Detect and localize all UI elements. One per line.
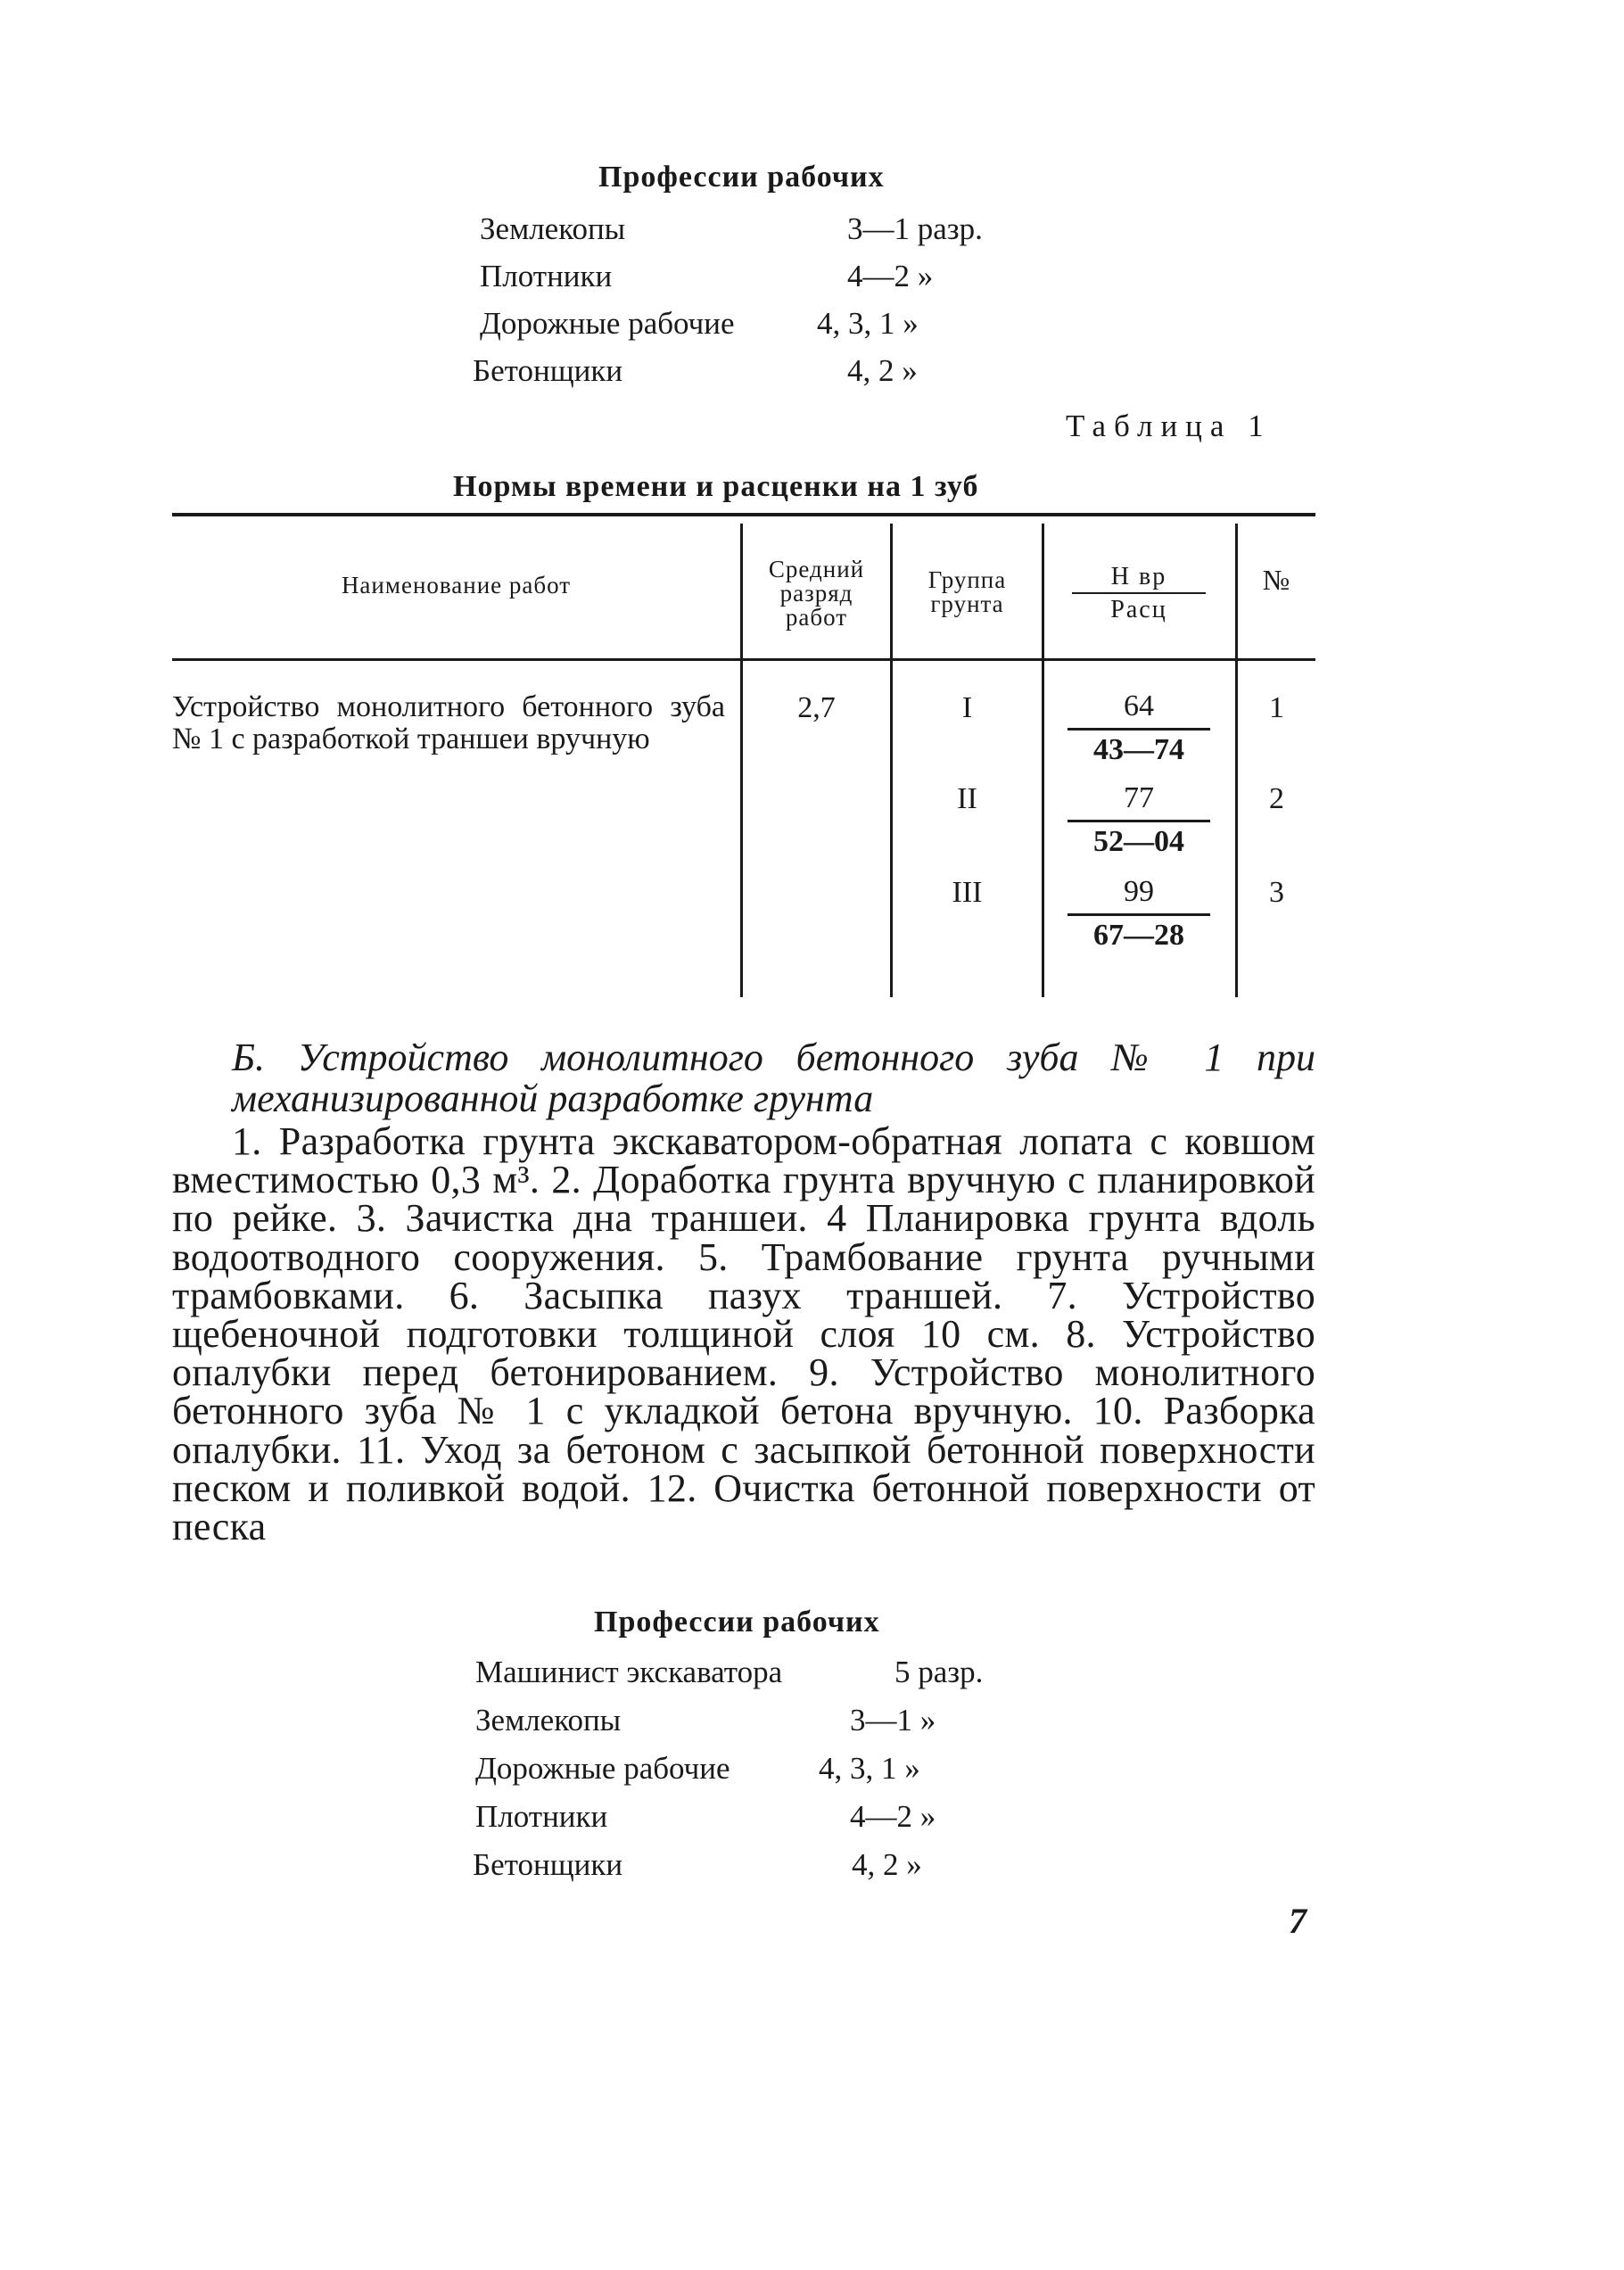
norm-rate-cell bbox=[1068, 780, 1210, 862]
section-b-title: Б. Устройство монолитного бетонного зуба № 1 при механизированной разработке грунта bbox=[232, 1036, 1315, 1120]
rate-value: 67—28 bbox=[1093, 919, 1184, 952]
worker-name: Дорожные рабочие bbox=[475, 1751, 730, 1786]
worker-grade: 4—2 » bbox=[847, 259, 934, 293]
worker-name: Бетонщики bbox=[473, 1847, 623, 1882]
header-number: № bbox=[1262, 564, 1291, 596]
worker-name: Машинист экскаватора bbox=[475, 1655, 783, 1689]
header-soil-group-line: Группа bbox=[927, 566, 1007, 593]
worker-grade: 4—2 » bbox=[850, 1799, 936, 1834]
worker-grade: 4, 3, 1 » bbox=[817, 306, 919, 341]
table-title: Нормы времени и расценки на 1 зуб bbox=[453, 470, 979, 503]
header-avg-grade-line: разряд bbox=[779, 580, 853, 607]
norm-value: 77 bbox=[1068, 780, 1210, 822]
norm-rate-cell bbox=[1068, 689, 1210, 770]
row-number-cell: 3 bbox=[1269, 876, 1284, 909]
worker-name: Плотники bbox=[475, 1799, 608, 1834]
header-norm: Н вр bbox=[1072, 562, 1206, 594]
avg-grade-cell: 2,7 bbox=[797, 691, 836, 724]
rate-value: 43—74 bbox=[1093, 733, 1184, 766]
row-number-cell: 1 bbox=[1269, 691, 1284, 724]
worker-grade: 4, 2 » bbox=[847, 353, 918, 388]
work-name-cell: Устройство монолитного бетонного зуба № 1 с разработкой траншеи вручную bbox=[172, 690, 725, 755]
header-work: Наименование работ bbox=[341, 572, 572, 598]
soil-group-cell: II bbox=[957, 782, 977, 815]
worker-name: Дорожные рабочие bbox=[480, 306, 735, 341]
norm-value: 99 bbox=[1068, 874, 1210, 916]
soil-group-cell: I bbox=[961, 691, 973, 724]
table-label: Таблица 1 bbox=[1066, 409, 1272, 443]
worker-grade: 4, 2 » bbox=[852, 1847, 922, 1882]
worker-grade: 5 разр. bbox=[894, 1655, 984, 1689]
section-b-body: 1. Разработка грунта экскаватором-обратная лопата с ковшом вместимостью 0,3 м³. 2. Доработка грунта вручную с планировкой по рейке. 3. Зачистка дна траншеи. 4 Планировка грунта вдоль водоотводного сооружения. 5. Трамбование грунта ручными трамбовками. 6. Засыпка пазух траншей. 7. Устройство щебеночной подготовки толщиной слоя 10 см. 8. Устройство опалубки перед бетонированием. 9. Устройство монолитного бетонного зуба № 1 с укладкой бетона вручную. 10. Разборка опалубки. 11. Уход за бетоном с засыпкой бетонной поверхности песком и поливкой водой. 12. Очистка бетонной поверхности от песка bbox=[172, 1119, 1315, 1549]
page-number: 7 bbox=[1289, 1901, 1307, 1941]
column-divider bbox=[1235, 524, 1238, 997]
header-avg-grade-line: Средний bbox=[768, 556, 865, 582]
worker-name: Бетонщики bbox=[473, 353, 623, 388]
worker-name: Землекопы bbox=[480, 211, 626, 246]
row-number-cell: 2 bbox=[1269, 782, 1284, 815]
soil-group-cell: III bbox=[952, 876, 983, 909]
rate-value: 52—04 bbox=[1093, 825, 1184, 858]
header-soil-group-line: грунта bbox=[930, 590, 1004, 617]
header-avg-grade-line: работ bbox=[785, 604, 848, 631]
worker-grade: 3—1 » bbox=[850, 1703, 936, 1738]
norms-table bbox=[172, 513, 1315, 997]
worker-name: Плотники bbox=[480, 259, 613, 293]
header-rate: Расц bbox=[1110, 596, 1167, 623]
workers-b-title: Профессии рабочих bbox=[594, 1606, 880, 1639]
norm-rate-cell bbox=[1068, 874, 1210, 955]
worker-grade: 3—1 разр. bbox=[847, 211, 983, 246]
norm-value: 64 bbox=[1068, 689, 1210, 731]
header-norm-rate bbox=[1072, 562, 1206, 626]
worker-name: Землекопы bbox=[475, 1703, 622, 1738]
table-header-rule bbox=[172, 658, 1315, 661]
header-soil-group bbox=[893, 568, 1042, 616]
header-avg-grade bbox=[743, 557, 890, 630]
worker-grade: 4, 3, 1 » bbox=[819, 1751, 920, 1786]
table-top-rule bbox=[172, 513, 1315, 516]
column-divider bbox=[1042, 524, 1044, 997]
workers-a-title: Профессии рабочих bbox=[598, 161, 885, 194]
